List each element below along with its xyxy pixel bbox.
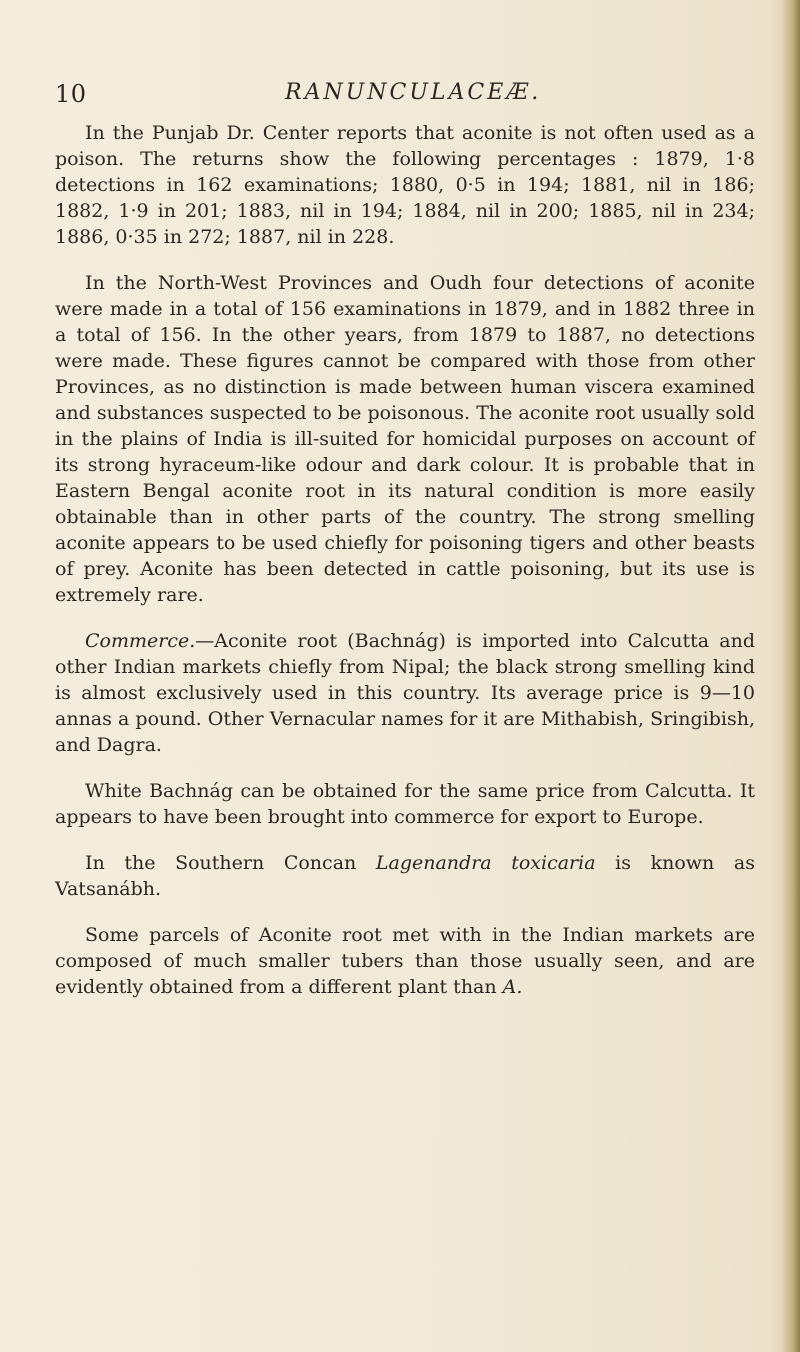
paragraph-punjab: In the Punjab Dr. Center reports that aconite is not often used as a poison. The returns show the following percentages : 1879, 1·8 detections in 162 examinations; 1880, 0·5 in 194; 1881, nil in 186; 1882, 1·9 in 201; 1883, nil in 194; 1884, nil in 200; 1885, nil in 234; 1886, 0·35 in 272; 1887, nil in 228. <box>55 122 755 248</box>
page-edge-shadow <box>782 0 800 1352</box>
species-abbrev: A. <box>502 976 523 998</box>
page-body <box>55 120 755 1000</box>
species-name: Lagenandra toxicaria <box>375 852 596 874</box>
paragraph-southern-concan: In the Southern Concan Lagenandra toxicaria is known as Vatsanábh. <box>55 852 755 900</box>
paragraph-parcels: Some parcels of Aconite root met with in the Indian markets are composed of much smaller tubers than those usually seen, and are evidently obtained from a different plant than A. <box>55 924 755 998</box>
page-number: 10 <box>55 80 87 108</box>
running-title: RANUNCULACEÆ. <box>285 80 542 105</box>
paragraph-north-west-provinces: In the North-West Provinces and Oudh four detections of aconite were made in a total of 156 examinations in 1879, and in 1882 three in a total of 156. In the other years, from 1879 to 1887, no detections were made. These figures cannot be compared with those from other Provinces, as no distinction is made between human viscera examined and substances suspected to be poisonous. The aconite root usually sold in the plains of India is ill-suited for homicidal purposes on account of its strong hyraceum-like odour and dark colour. It is probable that in Eastern Bengal aconite root in its natural condition is more easily obtainable than in other parts of the country. The strong smelling aconite appears to be used chiefly for poisoning tigers and other beasts of prey. Aconite has been detected in cattle poisoning, but its use is extremely rare. <box>55 272 755 606</box>
paragraph-commerce: Commerce.—Aconite root (Bachnág) is imported into Calcutta and other Indian markets chiefly from Nipal; the black strong smelling kind is almost exclusively used in this country. Its average price is 9—10 annas a pound. Other Vernacular names for it are Mithabish, Sringibish, and Dagra. <box>55 630 755 756</box>
commerce-heading: Commerce. <box>85 630 196 652</box>
paragraph-white-bachnag: White Bachnág can be obtained for the same price from Calcutta. It appears to have been brought into commerce for export to Europe. <box>55 780 755 828</box>
page-header <box>55 80 715 114</box>
